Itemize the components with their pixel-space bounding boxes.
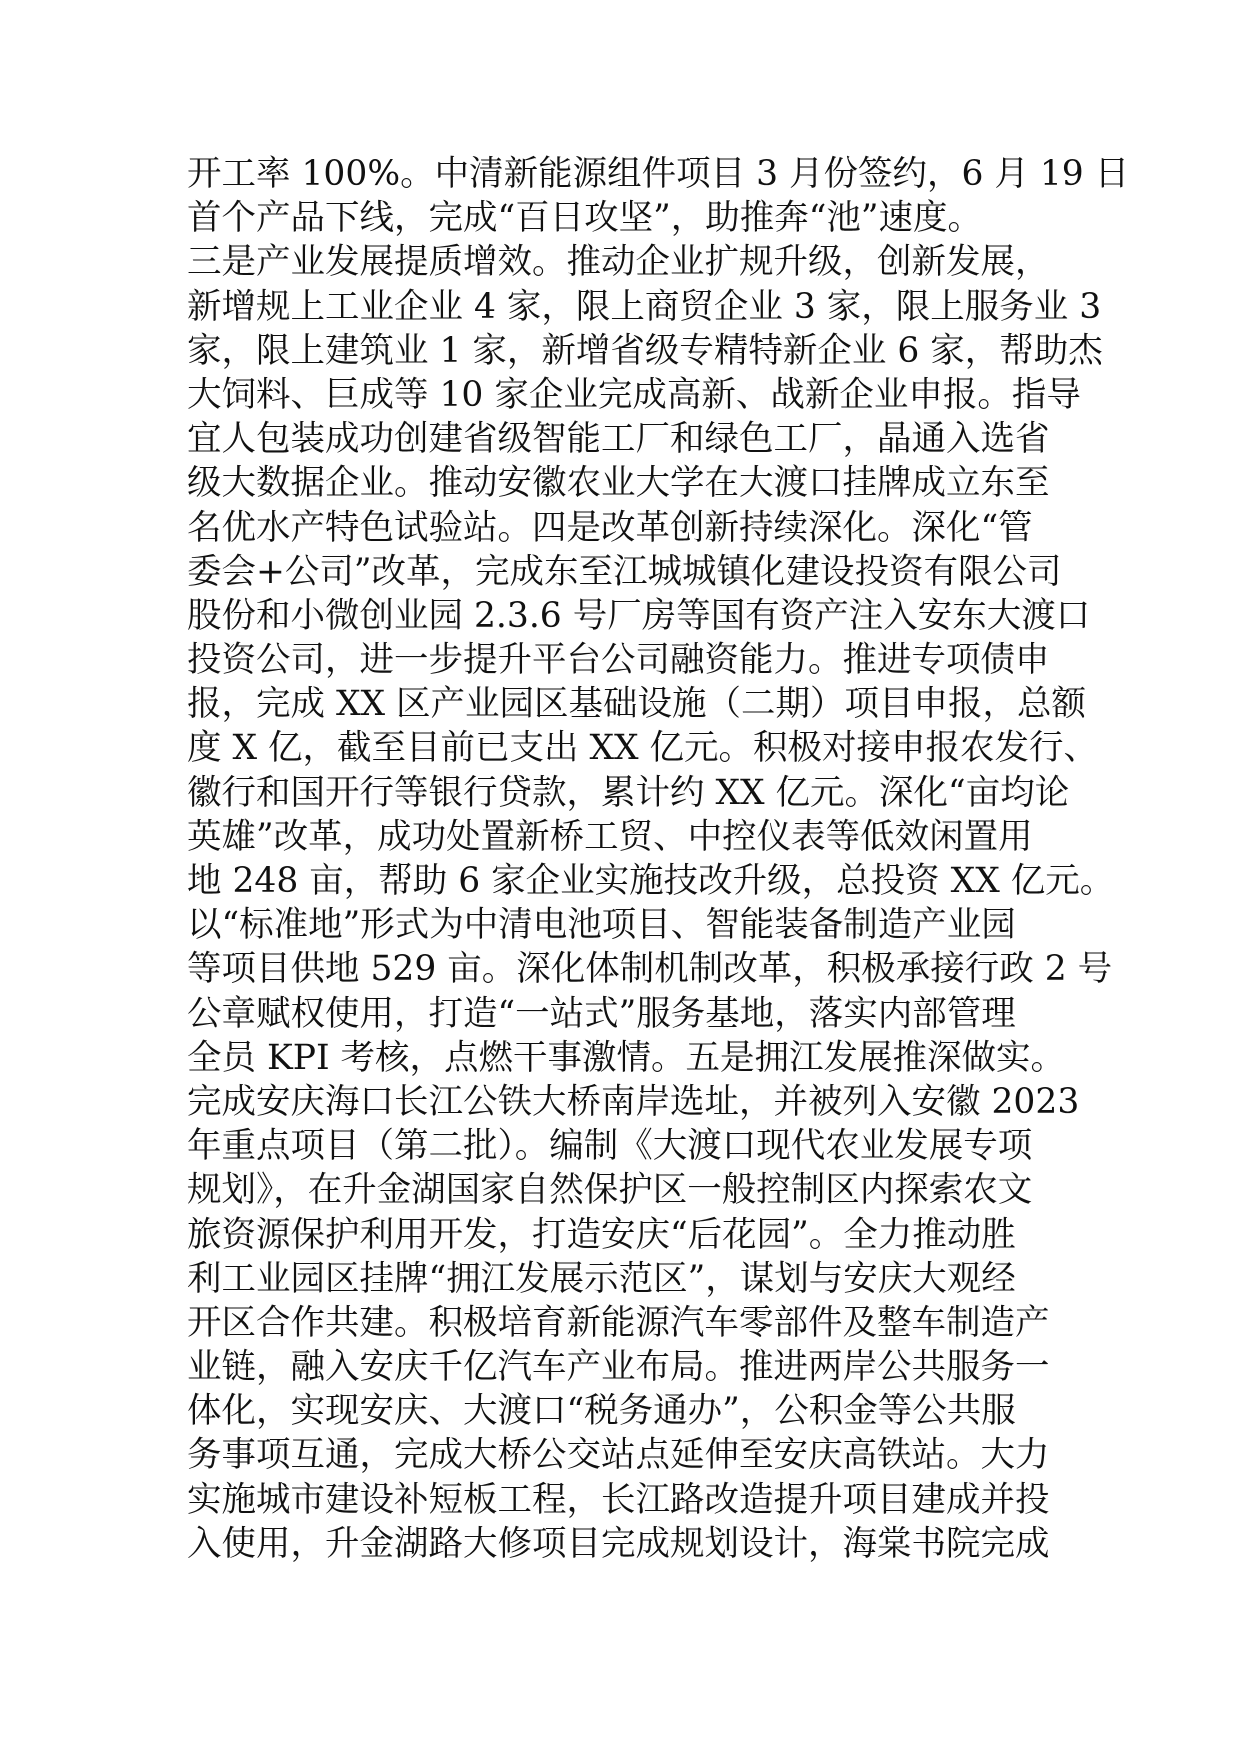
text-line: 公章赋权使用，打造“一站式”服务基地，落实内部管理	[187, 993, 1016, 1034]
text-line: 投资公司，进一步提升平台公司融资能力。推进专项债申	[187, 640, 1050, 681]
text-line: 开区合作共建。积极培育新能源汽车零部件及整车制造产	[187, 1302, 1050, 1343]
text-line: 旅资源保护利用开发，打造安庆“后花园”。全力推动胜	[187, 1214, 1016, 1255]
text-line: 年重点项目（第二批）。编制《大渡口现代农业发展专项	[187, 1126, 1033, 1167]
text-line: 家，限上建筑业 1 家，新增省级专精特新企业 6 家，帮助杰	[187, 330, 1103, 371]
text-line: 实施城市建设补短板工程，长江路改造提升项目建成并投	[187, 1479, 1050, 1520]
text-line: 首个产品下线，完成“百日攻坚”，助推奔“池”速度。	[187, 198, 983, 239]
text-line: 新增规上工业企业 4 家，限上商贸企业 3 家，限上服务业 3	[187, 286, 1102, 327]
text-line: 名优水产特色试验站。四是改革创新持续深化。深化“管	[187, 507, 1033, 548]
text-line: 宜人包装成功创建省级智能工厂和绿色工厂，晶通入选省	[187, 419, 1050, 460]
text-line: 开工率 100%。中清新能源组件项目 3 月份签约，6 月 19 日	[187, 154, 1130, 194]
text-line: 业链，融入安庆千亿汽车产业布局。推进两岸公共服务一	[187, 1347, 1050, 1388]
text-line: 委会+公司”改革，完成东至江城城镇化建设投资有限公司	[187, 551, 1062, 592]
text-line: 利工业园区挂牌“拥江发展示范区”，谋划与安庆大观经	[187, 1258, 1016, 1299]
text-line: 务事项互通，完成大桥公交站点延伸至安庆高铁站。大力	[187, 1435, 1050, 1476]
text-line: 规划》，在升金湖国家自然保护区一般控制区内探索农文	[187, 1170, 1033, 1211]
text-line: 英雄”改革，成功处置新桥工贸、中控仪表等低效闲置用	[187, 816, 1033, 857]
text-line: 以“标准地”形式为中清电池项目、智能装备制造产业园	[187, 905, 1016, 946]
text-line: 全员 KPI 考核，点燃干事激情。五是拥江发展推深做实。	[187, 1037, 1066, 1078]
text-line: 报，完成 XX 区产业园区基础设施（二期）项目申报，总额	[187, 684, 1087, 725]
text-line: 级大数据企业。推动安徽农业大学在大渡口挂牌成立东至	[187, 463, 1050, 504]
text-line: 等项目供地 529 亩。深化体制机制改革，积极承接行政 2 号	[187, 949, 1113, 990]
text-line: 完成安庆海口长江公铁大桥南岸选址，并被列入安徽 2023	[187, 1081, 1080, 1122]
text-line: 大饲料、巨成等 10 家企业完成高新、战新企业申报。指导	[187, 374, 1081, 415]
body-text	[187, 152, 1130, 1566]
text-line: 度 X 亿，截至目前已支出 XX 亿元。积极对接申报农发行、	[187, 728, 1099, 769]
text-line: 股份和小微创业园 2.3.6 号厂房等国有资产注入安东大渡口	[187, 595, 1091, 636]
text-line: 地 248 亩，帮助 6 家企业实施技改升级，总投资 XX 亿元。	[187, 861, 1115, 901]
text-line: 三是产业发展提质增效。推动企业扩规升级，创新发展，	[187, 242, 1050, 283]
text-line: 徽行和国开行等银行贷款，累计约 XX 亿元。深化“亩均论	[187, 772, 1070, 813]
text-line: 入使用，升金湖路大修项目完成规划设计，海棠书院完成	[187, 1523, 1050, 1564]
text-line: 体化，实现安庆、大渡口“税务通办”，公积金等公共服	[187, 1391, 1016, 1432]
